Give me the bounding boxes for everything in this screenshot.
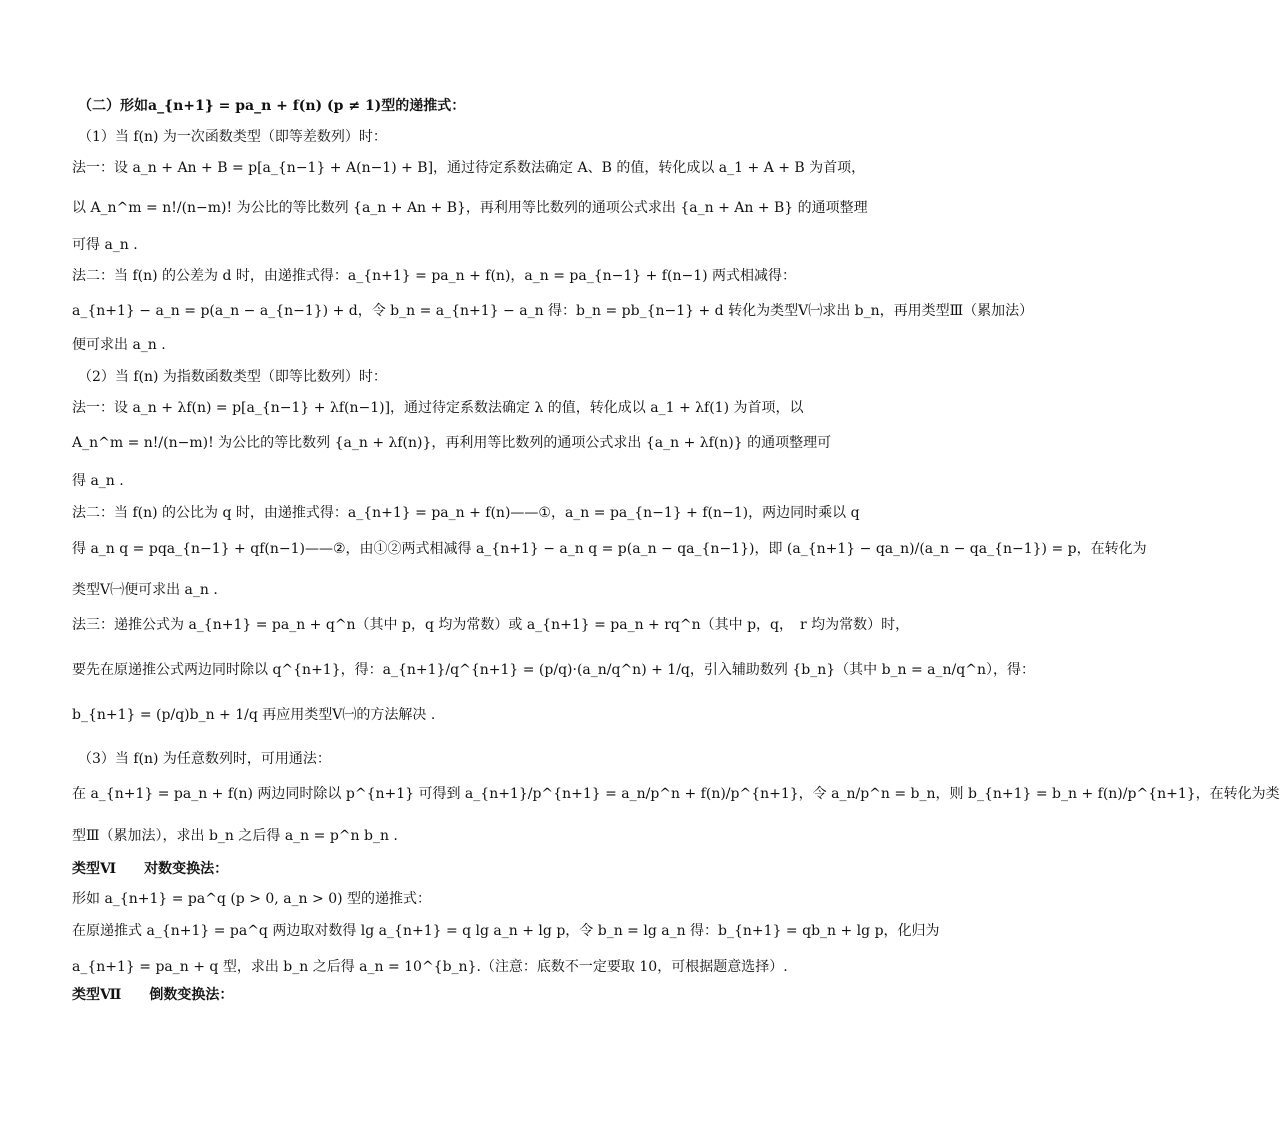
text-line: a_{n+1} − a_n = p(a_n − a_{n−1}) + d，令 b_n = a_{n+1} − a_n 得：b_n = pb_{n−1} + d 转化为类型Ⅴ㈠求出 b_n，再用类型Ⅲ（累加法） — [72, 303, 1034, 319]
text-line: 型Ⅲ（累加法），求出 b_n 之后得 a_n = p^n b_n . — [72, 828, 398, 844]
text-line: 要先在原递推公式两边同时除以 q^{n+1}，得：a_{n+1}/q^{n+1} = (p/q)·(a_n/q^n) + 1/q，引入辅助数列 {b_n}（其中 b_n = a_n/q^n），得： — [72, 662, 1035, 678]
text-line: 法三：递推公式为 a_{n+1} = pa_n + q^n（其中 p，q 均为常数）或 a_{n+1} = pa_n + rq^n（其中 p，q， r 均为常数）时， — [72, 617, 910, 633]
text-line: （1）当 f(n) 为一次函数类型（即等差数列）时： — [78, 129, 387, 145]
text-line: a_{n+1} = pa_n + q 型，求出 b_n 之后得 a_n = 10^{b_n}.（注意：底数不一定要取 10，可根据题意选择）. — [72, 959, 788, 975]
section-heading: 类型Ⅶ 倒数变换法： — [72, 987, 234, 1003]
text-line: A_n^m = n!/(n−m)! 为公比的等比数列 {a_n + λf(n)}，再利用等比数列的通项公式求出 {a_n + λf(n)} 的通项整理可 — [72, 435, 832, 451]
text-line: （2）当 f(n) 为指数函数类型（即等比数列）时： — [78, 369, 387, 385]
text-line: 在 a_{n+1} = pa_n + f(n) 两边同时除以 p^{n+1} 可得到 a_{n+1}/p^{n+1} = a_n/p^n + f(n)/p^{n+1}，令 a_n/p^n = b_n，则 b_{n+1} = b_n + f(n)/p^{n+1}，在转化为类 — [72, 786, 1280, 802]
section-heading: 类型Ⅵ 对数变换法： — [72, 861, 229, 877]
text-line: 得 a_n . — [72, 473, 124, 489]
text-line: 法一：设 a_n + λf(n) = p[a_{n−1} + λf(n−1)]，通过待定系数法确定 λ 的值，转化成以 a_1 + λf(1) 为首项，以 — [72, 400, 804, 416]
text-line: 得 a_n q = pqa_{n−1} + qf(n−1)——②，由①②两式相减得 a_{n+1} − a_n q = p(a_n − qa_{n−1})，即 (a_{n+1} − qa_n)/(a_n − qa_{n−1}) = p，在转化为 — [72, 541, 1147, 557]
text-line: 法一：设 a_n + An + B = p[a_{n−1} + A(n−1) + B]，通过待定系数法确定 A、B 的值，转化成以 a_1 + A + B 为首项， — [72, 160, 866, 176]
text-line: 在原递推式 a_{n+1} = pa^q 两边取对数得 lg a_{n+1} = q lg a_n + lg p，令 b_n = lg a_n 得：b_{n+1} = qb_n + lg p，化归为 — [72, 923, 940, 939]
text-line: b_{n+1} = (p/q)b_n + 1/q 再应用类型Ⅴ㈠的方法解决 . — [72, 707, 436, 723]
text-line: 以 A_n^m = n!/(n−m)! 为公比的等比数列 {a_n + An + B}，再利用等比数列的通项公式求出 {a_n + An + B} 的通项整理 — [72, 200, 868, 216]
section-heading: （二）形如a_{n+1} = pa_n + f(n) (p ≠ 1)型的递推式： — [78, 98, 466, 114]
text-line: 类型Ⅴ㈠便可求出 a_n . — [72, 582, 218, 598]
text-line: 法二：当 f(n) 的公比为 q 时，由递推式得：a_{n+1} = pa_n + f(n)——①，a_n = pa_{n−1} + f(n−1)，两边同时乘以 q — [72, 505, 860, 521]
text-line: 法二：当 f(n) 的公差为 d 时，由递推式得：a_{n+1} = pa_n + f(n)，a_n = pa_{n−1} + f(n−1) 两式相减得： — [72, 268, 797, 284]
text-line: 可得 a_n . — [72, 237, 138, 253]
text-line: （3）当 f(n) 为任意数列时，可用通法： — [78, 751, 331, 767]
text-line: 形如 a_{n+1} = pa^q (p > 0, a_n > 0) 型的递推式： — [72, 891, 432, 907]
text-line: 便可求出 a_n . — [72, 337, 166, 353]
